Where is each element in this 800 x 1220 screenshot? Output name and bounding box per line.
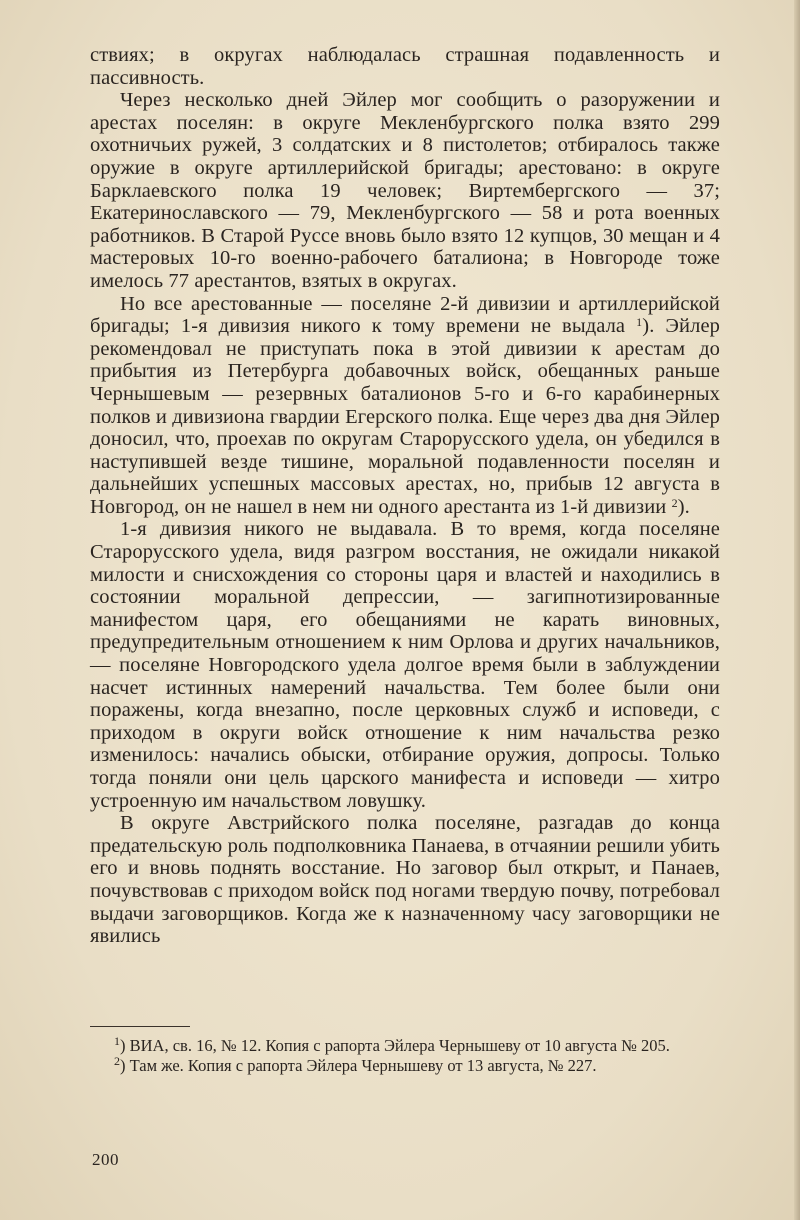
- footnote-1: [90, 1036, 720, 1056]
- footnote-mark-2: 2: [114, 1053, 120, 1068]
- footnote-mark-1: 1: [114, 1034, 120, 1048]
- footnote-separator: [90, 1026, 190, 1027]
- paragraph-3-text-a: Но все арестованные — поселяне 2-й дивизии и артиллерийской бригады; 1-я дивизия никого к тому времени не выдала: [90, 292, 720, 338]
- paragraph-2: Через несколько дней Эйлер мог сообщить о разоружении и арестах поселян: в округе Мекленбургского полка взято 299 охотничьих ружей, 3 солдатских и 8 пистолетов; отбиралось также оружие в округе артиллерийской бригады; арестовано: в округе Барклаевского полка 19 человек; Виртембергского — 37; Екатеринославского — 79, Мекленбургского — 58 и рота военных работников. В Старой Руссе вновь было взято 12 купцов, 30 мещан и 4 мастеровых 10-го военно-рабочего баталиона; в Новгороде тоже имелось 77 арестантов, взятых в округах.: [90, 89, 720, 292]
- main-text: [90, 44, 720, 948]
- paragraph-5: В округе Австрийского полка поселяне, разгадав до конца предательскую роль подполковника Панаева, в отчаянии решили убить его и вновь поднять восстание. Но заговор был открыт, и Панаев, почувствовав с приходом войск под ногами твердую почву, потребовал выдачи заговорщиков. Когда же к назначенному часу заговорщики не явились: [90, 812, 720, 948]
- paragraph-1: ствиях; в округах наблюдалась страшная подавленность и пассивность.: [90, 44, 720, 89]
- paragraph-4: 1-я дивизия никого не выдавала. В то время, когда поселяне Старорусского удела, видя разгром восстания, не ожидали никакой милости и снисхождения со стороны царя и властей и находились в состоянии моральной депрессии, — загипнотизированные манифестом царя, его обещаниями не карать виновных, предупредительным отношением к ним Орлова и других начальников, — поселяне Новгородского удела долгое время были в заблуждении насчет истинных намерений начальства. Тем более были они поражены, когда внезапно, после церковных служб и исповеди, с приходом в округи войск отношение к ним начальства резко изменилось: начались обыски, отбирание оружия, допросы. Только тогда поняли они цель царского манифеста и исповеди — хитро устроенную им начальством ловушку.: [90, 518, 720, 812]
- footnotes: [90, 1036, 720, 1075]
- footnote-ref-2: 2: [671, 495, 678, 510]
- page-number: 200: [92, 1150, 119, 1169]
- paragraph-3: [90, 293, 720, 519]
- page-edge: [794, 0, 800, 1220]
- footnote-2-text: ) Там же. Копия с рапорта Эйлера Чернышеву от 13 августа, № 227.: [120, 1055, 597, 1075]
- footnote-ref-1: 1: [636, 315, 643, 330]
- footnote-1-text: ) ВИА, св. 16, № 12. Копия с рапорта Эйлера Чернышеву от 10 августа № 205.: [120, 1036, 670, 1055]
- footnote-2: [90, 1053, 720, 1076]
- paragraph-3-text-c: ).: [677, 495, 690, 518]
- paragraph-3-text-b: ). Эйлер рекомендовал не приступать пока в этой дивизии к арестам до прибытия из Петербурга добавочных войск, обещанных раньше Чернышевым — резервных баталионов 5-го и 6-го карабинерных полков и дивизиона гвардии Егерского полка. Еще через два дня Эйлер доносил, что, проехав по округам Старорусского удела, он убедился в наступившей везде тишине, моральной подавленности поселян и дальнейших успешных массовых арестах, но, прибыв 12 августа в Новгород, он не нашел в нем ни одного арестанта из 1-й дивизии: [90, 315, 721, 518]
